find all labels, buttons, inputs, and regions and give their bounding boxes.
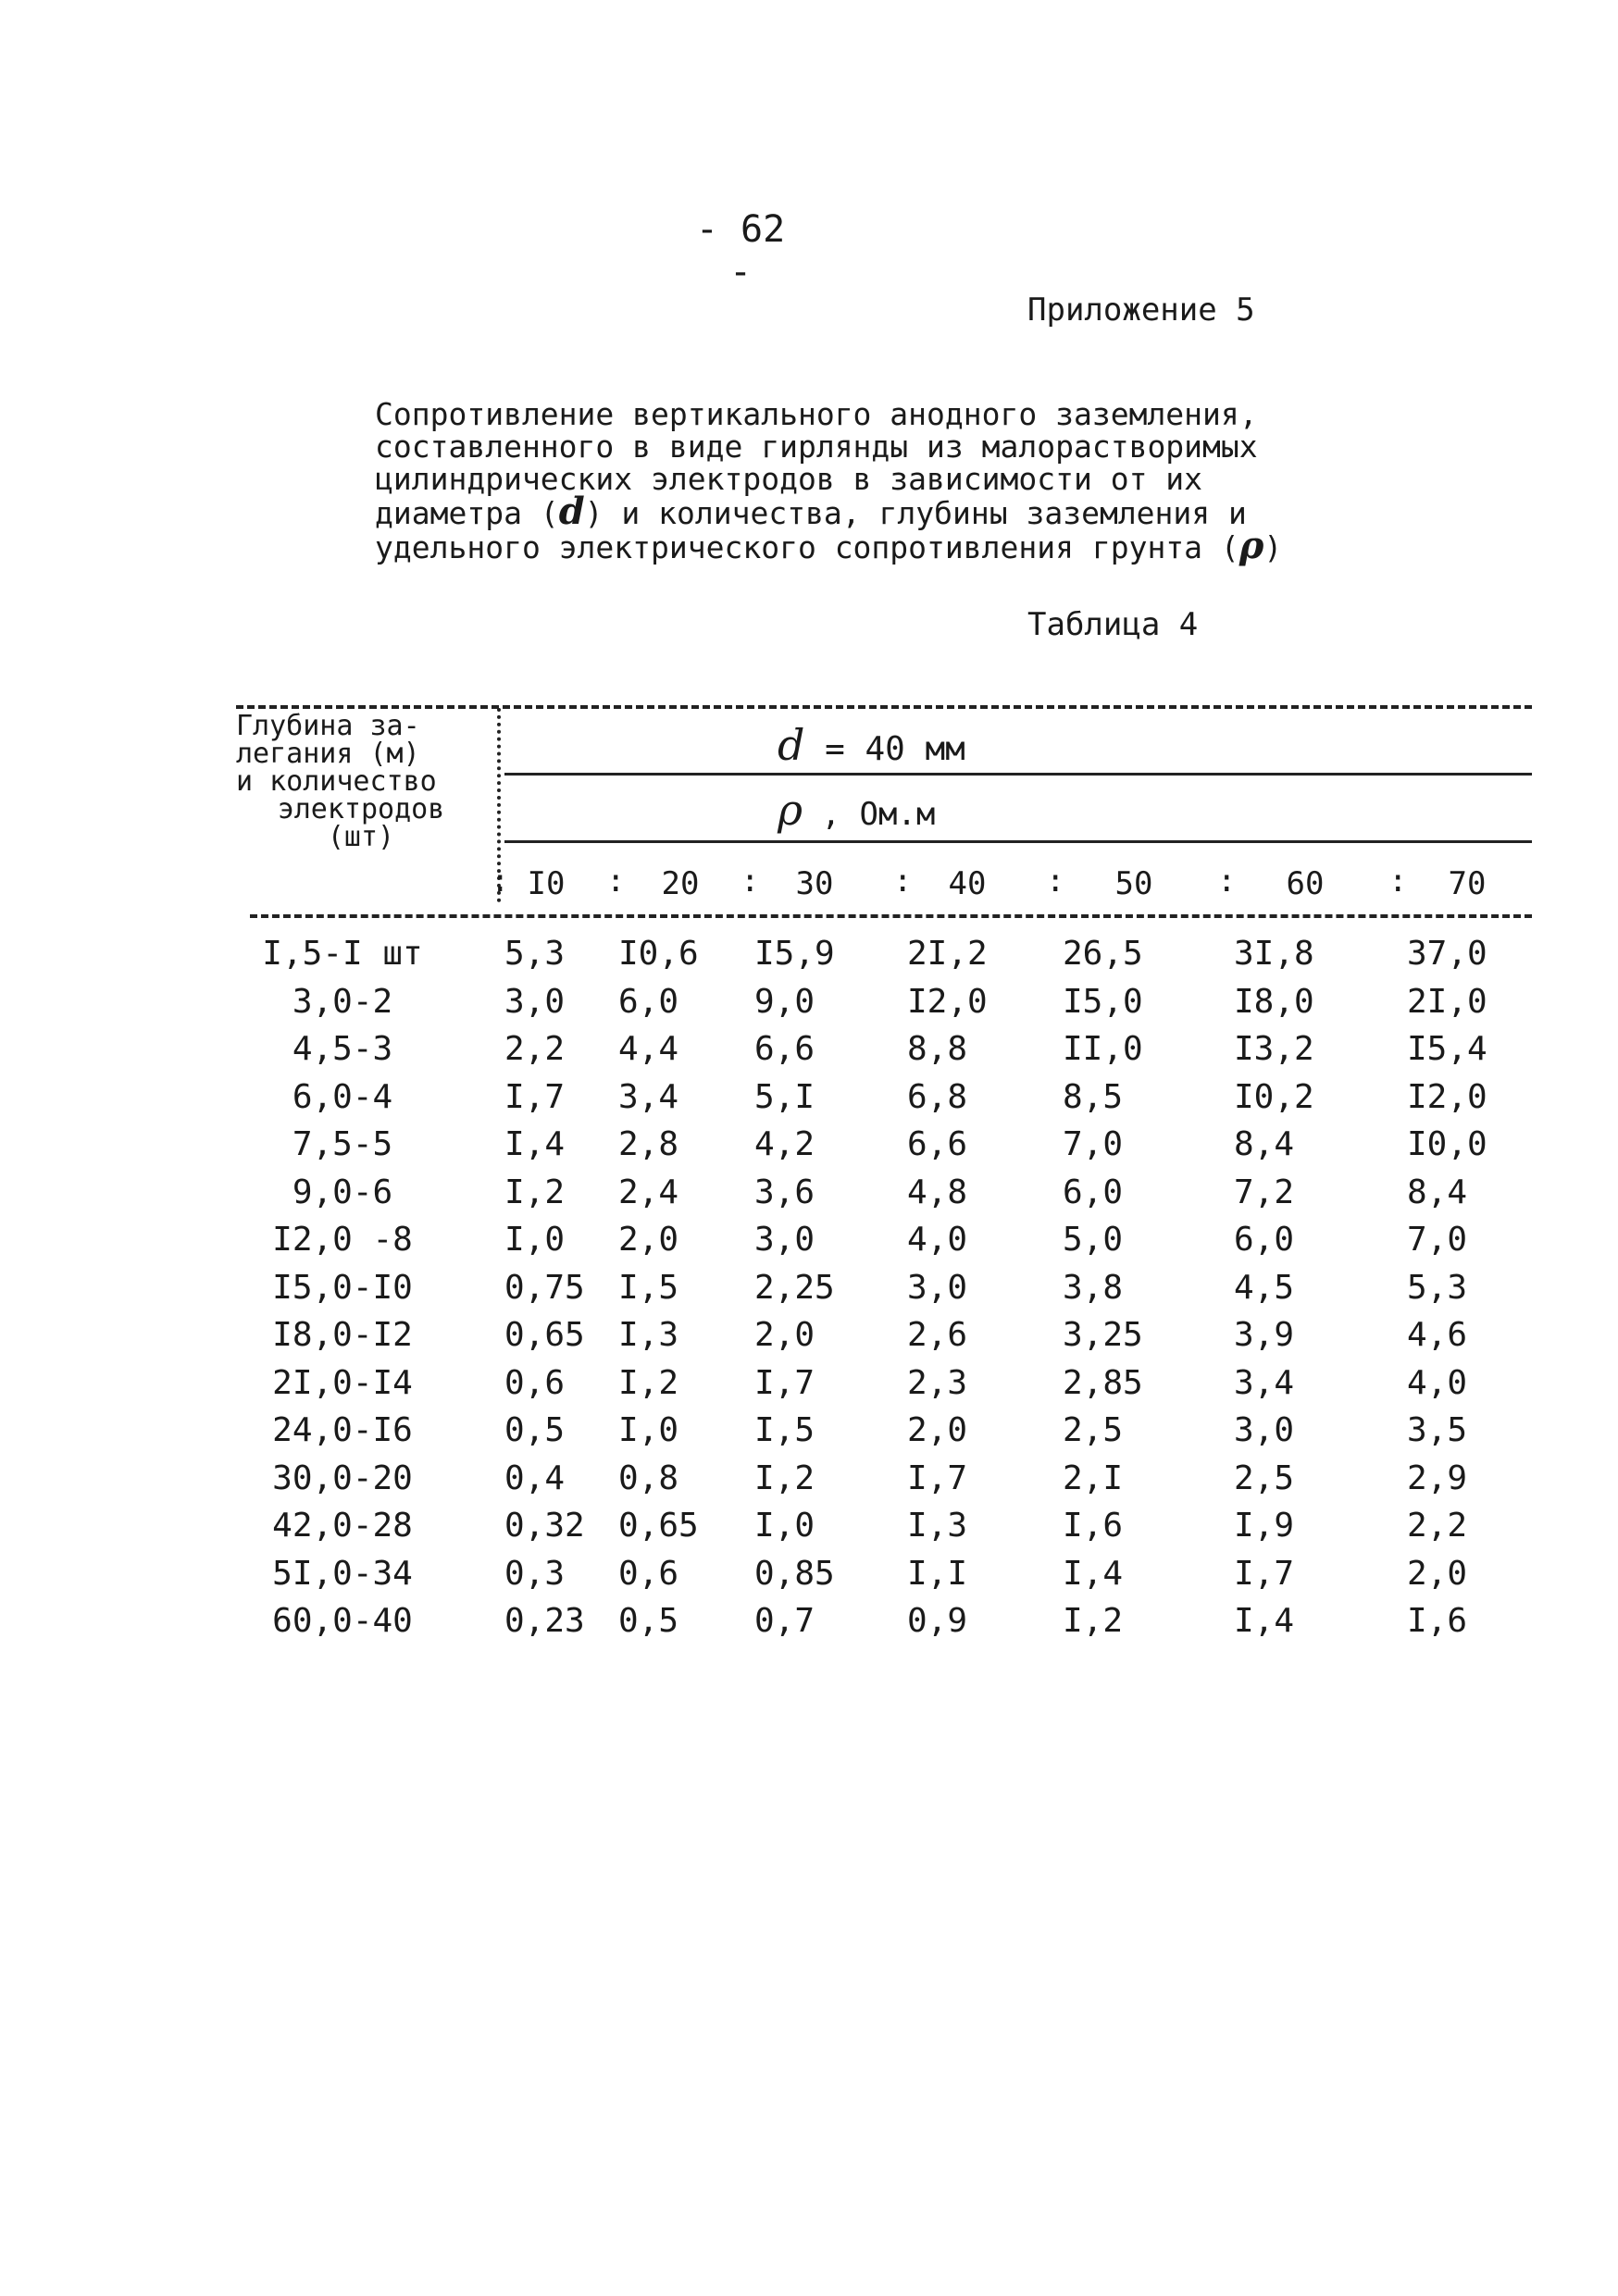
rho-colon: : xyxy=(1388,863,1408,900)
value-cell: 7,0 xyxy=(1063,1125,1124,1163)
value-cell: II,0 xyxy=(1063,1030,1143,1068)
heading-line-4 xyxy=(375,490,1356,533)
depth-header xyxy=(236,710,486,853)
value-cell: 3,5 xyxy=(1407,1411,1468,1449)
table-row xyxy=(0,1173,1618,1222)
table-heading xyxy=(375,396,1356,567)
value-cell: I8,0 xyxy=(1234,982,1314,1021)
value-cell: 8,5 xyxy=(1063,1077,1124,1116)
value-cell: 3,6 xyxy=(754,1173,815,1211)
rho-header-cell: 60 xyxy=(1286,865,1325,902)
depth-cell: 7,5-5 xyxy=(292,1125,393,1163)
value-cell: 3,8 xyxy=(1063,1268,1124,1307)
diameter-symbol: d xyxy=(558,490,585,533)
value-cell: 4,5 xyxy=(1234,1268,1295,1307)
value-cell: 2,25 xyxy=(754,1268,835,1307)
value-cell: I,4 xyxy=(504,1125,566,1163)
value-cell: I,0 xyxy=(618,1411,679,1449)
resistivity-header xyxy=(778,785,1148,835)
depth-cell: 5I,0-34 xyxy=(272,1554,413,1593)
value-cell: I0,2 xyxy=(1234,1077,1314,1116)
value-cell: 3,9 xyxy=(1234,1316,1295,1354)
depth-cell: 9,0-6 xyxy=(292,1173,393,1211)
value-cell: 2,I xyxy=(1063,1458,1124,1497)
depth-cell: 30,0-20 xyxy=(272,1458,413,1497)
heading-line-5 xyxy=(375,524,1356,567)
value-cell: 37,0 xyxy=(1407,935,1487,973)
value-cell: 2,9 xyxy=(1407,1458,1468,1497)
table-row xyxy=(0,1411,1618,1459)
value-cell: 0,6 xyxy=(618,1554,679,1593)
rho-header-cell: 50 xyxy=(1114,865,1153,902)
value-cell: I,I xyxy=(907,1554,968,1593)
diameter-header xyxy=(778,720,1148,770)
value-cell: 0,4 xyxy=(504,1458,566,1497)
resistivity-header-rule xyxy=(504,840,1532,843)
value-cell: 5,I xyxy=(754,1077,815,1116)
depth-cell: 3,0-2 xyxy=(292,982,393,1021)
rho-colon: : xyxy=(606,863,626,900)
value-cell: I,6 xyxy=(1063,1507,1124,1545)
table-row xyxy=(0,1507,1618,1555)
table-row xyxy=(0,1316,1618,1364)
diameter-header-rule xyxy=(504,773,1532,776)
table-row xyxy=(0,1459,1618,1508)
value-cell: 0,32 xyxy=(504,1507,585,1545)
depth-header-line-4: электродов xyxy=(277,793,445,825)
depth-cell: 24,0-I6 xyxy=(272,1411,413,1449)
depth-cell: I,5-I шт xyxy=(262,935,423,973)
value-cell: 2,5 xyxy=(1234,1458,1295,1497)
rho-header-cell: 40 xyxy=(948,865,987,902)
value-cell: 0,7 xyxy=(754,1602,815,1640)
rho-colon: : xyxy=(1046,863,1065,900)
value-cell: 3,0 xyxy=(907,1268,968,1307)
rho-header-cell: 70 xyxy=(1448,865,1487,902)
resistivity-header-unit: , Ом.м xyxy=(821,796,936,833)
value-cell: I0,6 xyxy=(618,935,699,973)
value-cell: 0,65 xyxy=(504,1316,585,1354)
table-row xyxy=(0,1602,1618,1650)
depth-header-line-2: легания (м) xyxy=(236,738,420,770)
depth-header-line-1: Глубина за- xyxy=(236,710,420,742)
rho-colon: : xyxy=(893,863,913,900)
value-cell: 7,0 xyxy=(1407,1221,1468,1259)
heading-line-3: цилиндрических электродов в зависимости от их xyxy=(375,461,1203,497)
value-cell: I2,0 xyxy=(1407,1077,1487,1116)
value-cell: 2,85 xyxy=(1063,1363,1143,1402)
value-cell: I,7 xyxy=(504,1077,566,1116)
value-cell: 26,5 xyxy=(1063,935,1143,973)
value-cell: 8,8 xyxy=(907,1030,968,1068)
value-cell: 6,8 xyxy=(907,1077,968,1116)
value-cell: 4,6 xyxy=(1407,1316,1468,1354)
value-cell: 0,9 xyxy=(907,1602,968,1640)
value-cell: I5,9 xyxy=(754,935,835,973)
value-cell: 5,3 xyxy=(1407,1268,1468,1307)
diameter-header-value: = 40 мм xyxy=(825,730,965,768)
value-cell: I,0 xyxy=(504,1221,566,1259)
value-cell: 2,3 xyxy=(907,1363,968,1402)
rho-header-cell: I0 xyxy=(527,865,566,902)
value-cell: 2,4 xyxy=(618,1173,679,1211)
value-cell: 3,0 xyxy=(754,1221,815,1259)
value-cell: I,2 xyxy=(754,1458,815,1497)
value-cell: 2,8 xyxy=(618,1125,679,1163)
value-cell: 4,2 xyxy=(754,1125,815,1163)
value-cell: I,0 xyxy=(754,1507,815,1545)
heading-line-5-start: удельного электрического сопротивления грунта ( xyxy=(375,529,1239,565)
resistivity-header-symbol: ρ xyxy=(778,785,803,835)
diameter-header-symbol: d xyxy=(778,720,805,770)
value-cell: 0,8 xyxy=(618,1458,679,1497)
value-cell: I,3 xyxy=(618,1316,679,1354)
table-label: Таблица 4 xyxy=(1027,606,1199,643)
value-cell: 8,4 xyxy=(1234,1125,1295,1163)
table-row xyxy=(0,1555,1618,1603)
rho-header-cell: 20 xyxy=(661,865,700,902)
value-cell: 7,2 xyxy=(1234,1173,1295,1211)
table-row xyxy=(0,935,1618,983)
value-cell: I,5 xyxy=(618,1268,679,1307)
value-cell: 4,0 xyxy=(1407,1363,1468,1402)
value-cell: 5,3 xyxy=(504,935,566,973)
depth-header-line-5: (шт) xyxy=(327,821,395,853)
value-cell: 5,0 xyxy=(1063,1221,1124,1259)
value-cell: 2,2 xyxy=(504,1030,566,1068)
value-cell: I,9 xyxy=(1234,1507,1295,1545)
value-cell: 3,0 xyxy=(504,982,566,1021)
value-cell: I,2 xyxy=(504,1173,566,1211)
value-cell: I,2 xyxy=(1063,1602,1124,1640)
value-cell: 3,0 xyxy=(1234,1411,1295,1449)
value-cell: I,5 xyxy=(754,1411,815,1449)
value-cell: 0,23 xyxy=(504,1602,585,1640)
depth-cell: I5,0-I0 xyxy=(272,1268,413,1307)
value-cell: 3,4 xyxy=(618,1077,679,1116)
resistivity-symbol: ρ xyxy=(1238,524,1264,567)
value-cell: I2,0 xyxy=(907,982,988,1021)
value-cell: I,2 xyxy=(618,1363,679,1402)
value-cell: 0,3 xyxy=(504,1554,566,1593)
value-cell: 3,25 xyxy=(1063,1316,1143,1354)
value-cell: I,7 xyxy=(907,1458,968,1497)
table-row xyxy=(0,1125,1618,1173)
value-cell: 8,4 xyxy=(1407,1173,1468,1211)
value-cell: 4,0 xyxy=(907,1221,968,1259)
table-row xyxy=(0,1221,1618,1269)
value-cell: 0,75 xyxy=(504,1268,585,1307)
value-cell: 4,8 xyxy=(907,1173,968,1211)
value-cell: 9,0 xyxy=(754,982,815,1021)
depth-header-line-3: и количество xyxy=(236,765,437,798)
depth-cell: I2,0 -8 xyxy=(272,1221,413,1259)
value-cell: 0,5 xyxy=(618,1602,679,1640)
value-cell: 6,0 xyxy=(1063,1173,1124,1211)
rho-colon: : xyxy=(741,863,760,900)
heading-line-4-end: ) и количества, глубины заземления и xyxy=(584,495,1247,531)
value-cell: 2I,2 xyxy=(907,935,988,973)
rho-colon: : xyxy=(1217,863,1237,900)
value-cell: 2,2 xyxy=(1407,1507,1468,1545)
value-cell: 0,6 xyxy=(504,1363,566,1402)
depth-cell: I8,0-I2 xyxy=(272,1316,413,1354)
rho-header-cell: 30 xyxy=(795,865,834,902)
value-cell: I3,2 xyxy=(1234,1030,1314,1068)
header-bottom-rule xyxy=(250,914,1532,918)
rho-colon: : xyxy=(491,863,510,900)
value-cell: 6,0 xyxy=(1234,1221,1295,1259)
table-row xyxy=(0,1030,1618,1078)
value-cell: 3,4 xyxy=(1234,1363,1295,1402)
table-top-rule xyxy=(236,705,1532,709)
value-cell: 2,6 xyxy=(907,1316,968,1354)
value-cell: 2,0 xyxy=(907,1411,968,1449)
page-number: - 62 - xyxy=(695,208,786,293)
table-row xyxy=(0,1269,1618,1317)
depth-cell: 6,0-4 xyxy=(292,1077,393,1116)
value-cell: 6,6 xyxy=(907,1125,968,1163)
table-row xyxy=(0,983,1618,1031)
table-row xyxy=(0,1364,1618,1412)
value-cell: I,6 xyxy=(1407,1602,1468,1640)
depth-cell: 60,0-40 xyxy=(272,1602,413,1640)
table-row xyxy=(0,1078,1618,1126)
value-cell: 2,0 xyxy=(618,1221,679,1259)
value-cell: 4,4 xyxy=(618,1030,679,1068)
heading-line-4-start: диаметра ( xyxy=(375,495,559,531)
value-cell: I0,0 xyxy=(1407,1125,1487,1163)
value-cell: 6,0 xyxy=(618,982,679,1021)
depth-cell: 4,5-3 xyxy=(292,1030,393,1068)
value-cell: I,3 xyxy=(907,1507,968,1545)
value-cell: I,4 xyxy=(1234,1602,1295,1640)
value-cell: 0,5 xyxy=(504,1411,566,1449)
appendix-label: Приложение 5 xyxy=(1027,292,1255,329)
table-body xyxy=(0,935,1618,1650)
depth-cell: 42,0-28 xyxy=(272,1507,413,1545)
heading-line-1: Сопротивление вертикального анодного заземления, xyxy=(375,396,1258,432)
value-cell: 6,6 xyxy=(754,1030,815,1068)
value-cell: I,4 xyxy=(1063,1554,1124,1593)
value-cell: I,7 xyxy=(754,1363,815,1402)
heading-line-2: составленного в виде гирлянды из малорастворимых xyxy=(375,428,1258,465)
value-cell: 0,85 xyxy=(754,1554,835,1593)
value-cell: 2,0 xyxy=(754,1316,815,1354)
value-cell: 2I,0 xyxy=(1407,982,1487,1021)
value-cell: 2,5 xyxy=(1063,1411,1124,1449)
depth-cell: 2I,0-I4 xyxy=(272,1363,413,1402)
value-cell: 0,65 xyxy=(618,1507,699,1545)
value-cell: 2,0 xyxy=(1407,1554,1468,1593)
value-cell: I,7 xyxy=(1234,1554,1295,1593)
value-cell: I5,4 xyxy=(1407,1030,1487,1068)
value-cell: I5,0 xyxy=(1063,982,1143,1021)
heading-line-5-end: ) xyxy=(1263,529,1283,565)
value-cell: 3I,8 xyxy=(1234,935,1314,973)
